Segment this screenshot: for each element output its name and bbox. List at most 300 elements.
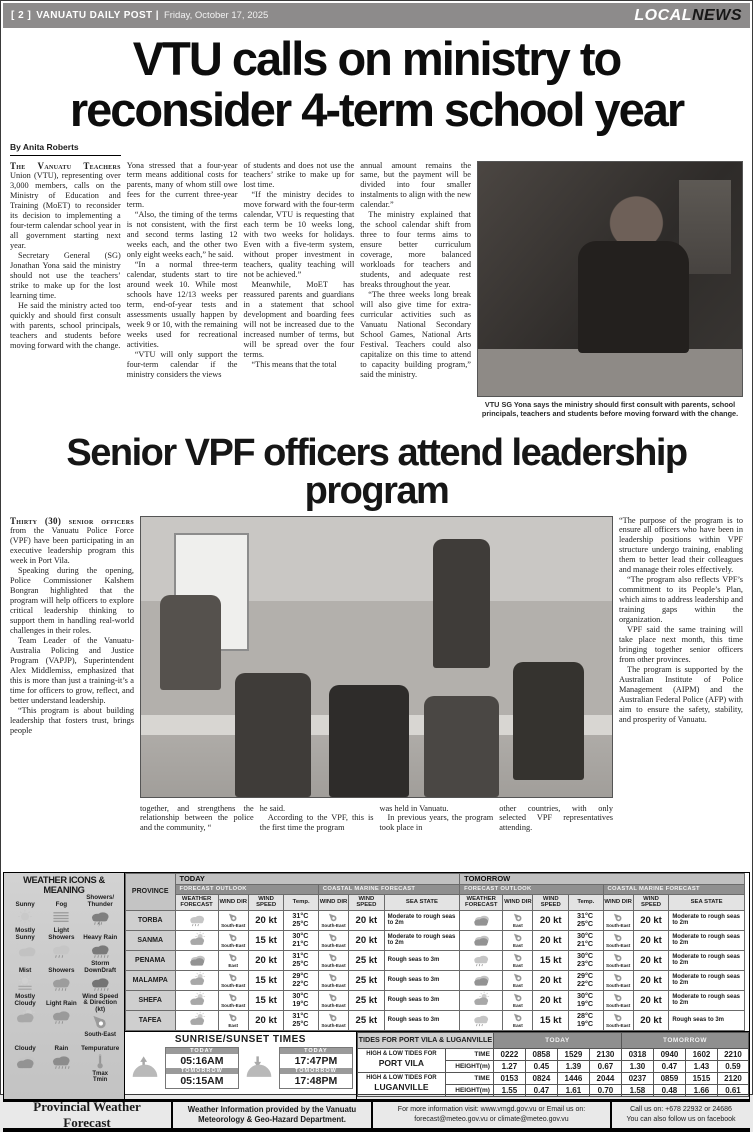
footer-info-line1: For more information visit: www.vmgd.gov.vu or Email us on: <box>397 1106 586 1114</box>
section-label <box>634 7 742 25</box>
sunset-times <box>279 1047 353 1089</box>
sunset-tomorrow-time: 17:48PM <box>294 1074 338 1087</box>
weather-legend-grid <box>8 895 120 1084</box>
wind-speed-cell: 15 kt <box>248 970 284 990</box>
marine-wind-dir-cell: South-East <box>603 950 633 970</box>
article2-left-column <box>10 516 134 868</box>
article-paragraph: According to the VPF, this is the first time the program <box>259 813 374 833</box>
province-row <box>125 990 744 1010</box>
photo-presenter-silhouette <box>160 595 221 690</box>
column-header: WIND SPEED <box>248 894 284 910</box>
marine-wind-speed-cell: 20 kt <box>633 910 669 930</box>
footer-provider: Weather Information provided by the Vanuatu Meteorology & Geo-Hazard Department. <box>171 1102 371 1128</box>
cloudy-icon <box>470 973 492 988</box>
legend-label: Heavy Rain <box>83 933 118 941</box>
tide-time-value: 2210 <box>717 1048 748 1060</box>
weather-forecast-cell <box>460 910 503 930</box>
article-paragraph: “The purpose of the program is to ensure all officers who have been in leadership positions within VPF structure undergo training, enabling them to better lead their colleagues and manage their roles effectively. <box>619 515 743 575</box>
column-header: WIND SPEED <box>633 894 669 910</box>
legend-label: Showers <box>48 966 75 974</box>
tide-height-value: 0.45 <box>525 1060 557 1072</box>
weather-forecast-cell <box>460 950 503 970</box>
temperature-cell: 31°C 25°C <box>284 910 319 930</box>
wind-speed-cell: 20 kt <box>533 970 569 990</box>
tides-today-header: TODAY <box>493 1032 621 1048</box>
temperature-cell: 30°C 23°C <box>569 950 604 970</box>
thermometer-icon <box>87 1053 113 1071</box>
cloudy-icon <box>470 913 492 928</box>
article-paragraph: was held in Vanuatu. <box>379 803 449 813</box>
marine-wind-dir-cell: South-East <box>603 910 633 930</box>
tide-height-value: 0.47 <box>653 1060 685 1072</box>
sunset-today-label: TODAY <box>280 1048 352 1054</box>
temperature-cell: 30°C 21°C <box>569 930 604 950</box>
masthead-bar <box>3 3 750 28</box>
legend-item <box>44 961 78 993</box>
group-header: COASTAL MARINE FORECAST <box>318 884 459 894</box>
article2-strip-column-4 <box>499 804 613 868</box>
article-paragraph: “VTU will only support the four-term calendar if the ministry considers the views <box>126 349 238 379</box>
mist-icon <box>12 975 38 993</box>
light-rain-icon <box>48 1008 74 1026</box>
weather-forecast-cell <box>175 1010 218 1030</box>
sea-state-cell: Rough seas to 3m <box>384 970 460 990</box>
wind-dir-cell: East <box>218 1010 248 1030</box>
section-local: LOCAL <box>634 6 692 24</box>
article-paragraph: “The three weeks long break will also give time for extra-curricular activities such as Vanuatu National Secondary School Games, National Arts Festival. Teachers could also capitalize on this time to attend to capacity building program,” said the ministry. <box>360 289 471 379</box>
legend-label: Wind Speed & Direction (kt) <box>82 992 119 1014</box>
weather-section <box>3 872 750 1100</box>
sea-state-cell: Moderate to rough seas to 2m <box>669 950 745 970</box>
sea-state-cell: Moderate to rough seas to 2m <box>669 930 745 950</box>
article-paragraph: annual amount remains the same, but the payment will be divided into four smaller instalments to align with the new calendar.” <box>360 160 471 210</box>
temperature-cell: 30°C 19°C <box>284 990 319 1010</box>
article1-column-1 <box>10 161 121 430</box>
wind-speed-cell: 15 kt <box>533 950 569 970</box>
tide-time-value: 0237 <box>621 1072 653 1084</box>
legend-item <box>81 1039 120 1083</box>
article-paragraph: Team Leader of the Vanuatu-Australia Policing and Justice Program (VAPJP), Superintendent Alex Middlemiss, emphasized that this is more than just a training-it’s a time for officers to grow, reflect, and better understand leadership. <box>10 635 134 705</box>
province-header: PROVINCE <box>125 873 175 910</box>
article1-body <box>1 158 752 430</box>
province-cell: PENAMA <box>125 950 175 970</box>
section-news: NEWS <box>692 6 742 24</box>
tide-station-label: HIGH & LOW TIDES FOR LUGANVILLE <box>357 1072 445 1096</box>
tide-time-value: 0153 <box>493 1072 525 1084</box>
marine-wind-dir-cell: South-East <box>318 950 348 970</box>
marine-wind-speed-cell: 20 kt <box>349 930 385 950</box>
legend-item <box>44 928 78 960</box>
column-header: WEATHER FORECAST <box>460 894 503 910</box>
sunny-icon <box>12 909 38 927</box>
weather-footer-bar <box>3 1100 750 1132</box>
marine-wind-dir-cell: South-East <box>603 1010 633 1030</box>
temperature-cell: 30°C 19°C <box>569 990 604 1010</box>
wind-pointer-icon <box>611 912 625 924</box>
article1-photo <box>477 161 743 397</box>
tide-time-row <box>357 1048 748 1060</box>
showers-thunder-icon <box>87 909 113 927</box>
marine-wind-dir-cell: South-East <box>603 970 633 990</box>
wind-pointer-icon <box>326 1012 340 1024</box>
legend-item <box>44 994 78 1039</box>
legend-label: Showers/ Thunder <box>86 893 115 908</box>
province-cell: MALAMPA <box>125 970 175 990</box>
sunrise-today-label: TODAY <box>166 1048 238 1054</box>
temperature-cell: 28°C 19°C <box>569 1010 604 1030</box>
article-paragraph: other countries, with only selected VPF representatives attending. <box>499 803 613 833</box>
column-header: WIND SPEED <box>533 894 569 910</box>
wind-speed-cell: 20 kt <box>533 990 569 1010</box>
article2-headline: Senior VPF officers attend leadership program <box>66 431 687 512</box>
province-row <box>125 910 744 930</box>
mostly-sunny-icon <box>12 942 38 960</box>
tide-height-value: 1.58 <box>621 1084 653 1096</box>
article-paragraph: The program is supported by the Australian Institute of Police Management (AIPM) and the Australian Federal Police (AFP) with aim to ensure the safety, stability, and prosperity of Vanuatu. <box>619 664 743 724</box>
marine-wind-speed-cell: 20 kt <box>633 1010 669 1030</box>
sea-state-cell: Moderate to rough seas to 2m <box>669 990 745 1010</box>
wind-dir-cell: East <box>503 970 533 990</box>
province-cell: TORBA <box>125 910 175 930</box>
sea-state-cell: Rough seas to 3m <box>669 1010 745 1030</box>
marine-wind-dir-cell: South-East <box>318 1010 348 1030</box>
page-number: [ 2 ] <box>11 10 32 21</box>
article-paragraph: The ministry explained that the school calendar shift from three to four terms aims to ensure better curriculum coverage, more balanced workloads for teachers and students, and adequate rest breaks throughout the year. <box>360 210 471 289</box>
marine-wind-dir-cell: South-East <box>603 930 633 950</box>
cloudy-icon <box>186 953 208 968</box>
tide-height-value: 1.55 <box>493 1084 525 1096</box>
article1-figure <box>477 161 743 430</box>
legend-item <box>81 994 120 1039</box>
wind-dir-cell: South-East <box>218 910 248 930</box>
light-showers-icon <box>186 913 208 928</box>
column-header: WIND DIR <box>603 894 633 910</box>
wind-pointer-icon <box>87 1014 113 1032</box>
temperature-cell: 31°C 25°C <box>284 950 319 970</box>
mostly-cloudy-icon <box>186 933 208 948</box>
tide-time-label: TIME <box>445 1048 493 1060</box>
byline: By Anita Roberts <box>10 142 121 156</box>
group-header: COASTAL MARINE FORECAST <box>603 884 744 894</box>
wind-pointer-icon <box>226 972 240 984</box>
legend-label: Cloudy <box>14 1045 36 1053</box>
lead-smallcaps: The Vanuatu Teachers <box>10 160 121 171</box>
weather-right <box>125 873 749 1099</box>
marine-wind-speed-cell: 20 kt <box>633 990 669 1010</box>
wind-pointer-icon <box>511 972 525 984</box>
tide-height-value: 0.47 <box>525 1084 557 1096</box>
article-paragraph: VPF said the same training will take place next month, this time bringing together senior officers from other provinces. <box>619 624 743 664</box>
lead-smallcaps: Thirty (30) senior officers <box>10 515 134 526</box>
tide-time-value: 2044 <box>589 1072 621 1084</box>
marine-wind-speed-cell: 25 kt <box>349 990 385 1010</box>
column-header: Temp. <box>569 894 604 910</box>
weather-forecast-cell <box>175 930 218 950</box>
legend-label: Light Showers <box>48 926 75 941</box>
temperature-cell: 31°C 25°C <box>569 910 604 930</box>
tide-time-value: 1602 <box>685 1048 717 1060</box>
tides-table <box>357 1032 749 1099</box>
wind-pointer-icon <box>226 952 240 964</box>
article2-center <box>140 516 613 868</box>
tide-time-value: 0318 <box>621 1048 653 1060</box>
photo-attendee-silhouette <box>424 696 499 797</box>
tide-height-value: 0.61 <box>717 1084 748 1096</box>
weather-legend <box>4 873 125 1099</box>
sunrise-sunset-title: SUNRISE/SUNSET TIMES <box>174 1033 306 1045</box>
legend-item <box>8 961 42 993</box>
province-cell: TAFEA <box>125 1010 175 1030</box>
temperature-cell: 31°C 25°C <box>284 1010 319 1030</box>
photo-attendee-silhouette <box>235 673 310 796</box>
tide-time-value: 1446 <box>557 1072 589 1084</box>
group-header: FORECAST OUTLOOK <box>460 884 603 894</box>
article-paragraph: “This program is about building leadership that fosters trust, brings people <box>10 705 134 735</box>
article-paragraph: “Also, the timing of the terms is not consistent, with the first and second terms lasting 12 weeks each, and the other two only eight weeks each,” he said. <box>126 210 238 260</box>
wind-pointer-icon <box>611 932 625 944</box>
column-header: WIND DIR <box>218 894 248 910</box>
column-header: SEA STATE <box>384 894 460 910</box>
footer-title: Provincial Weather Forecast <box>33 1098 141 1130</box>
group-header: FORECAST OUTLOOK <box>175 884 318 894</box>
wind-pointer-icon <box>226 1012 240 1024</box>
article-paragraph: Meanwhile, MoET has reassured parents and guardians in a statement that school development and boarding fees will not be increased due to the increased number of terms, but will be spread over the four terms. <box>243 279 355 359</box>
article1-column-2 <box>127 161 238 430</box>
sea-state-cell: Moderate to rough seas to 2m <box>669 910 745 930</box>
sea-state-cell: Rough seas to 3m <box>384 990 460 1010</box>
legend-label: Fog <box>55 900 68 908</box>
marine-wind-speed-cell: 20 kt <box>633 930 669 950</box>
wind-speed-cell: 15 kt <box>248 990 284 1010</box>
column-header: Temp. <box>284 894 319 910</box>
article-paragraph: he said. <box>259 803 286 813</box>
province-cell: SHEFA <box>125 990 175 1010</box>
wind-pointer-icon <box>326 972 340 984</box>
weather-forecast-cell <box>175 990 218 1010</box>
tide-height-value: 0.59 <box>717 1060 748 1072</box>
cloudy-icon <box>470 933 492 948</box>
wind-pointer-icon <box>226 932 240 944</box>
photo-person-silhouette <box>578 241 689 353</box>
rain-icon <box>48 1053 74 1071</box>
sea-state-cell: Moderate to rough seas to 2m <box>384 930 460 950</box>
legend-label: Light Rain <box>45 999 77 1007</box>
weather-forecast-cell <box>460 1010 503 1030</box>
wind-speed-cell: 20 kt <box>248 1010 284 1030</box>
fog-icon <box>48 909 74 927</box>
article-paragraph: He said the ministry acted too quickly and should first consult with parents, school principals, teachers and students before moving forward with the change. <box>10 300 121 350</box>
sunrise-today-time: 05:16AM <box>180 1054 224 1067</box>
wind-dir-cell: South-East <box>218 970 248 990</box>
sea-state-cell: Moderate to rough seas to 2m <box>669 970 745 990</box>
legend-label: Mist <box>18 966 32 974</box>
tide-time-value: 0222 <box>493 1048 525 1060</box>
wind-pointer-icon <box>511 992 525 1004</box>
legend-sublabel: South-East <box>84 1032 117 1039</box>
tide-height-value: 0.70 <box>589 1084 621 1096</box>
tide-time-value: 1515 <box>685 1072 717 1084</box>
legend-sublabel: Tmin <box>93 1077 108 1084</box>
wind-pointer-icon <box>326 912 340 924</box>
tide-time-value: 1529 <box>557 1048 589 1060</box>
article-paragraph: Thirty (30) senior officers from the Vanuatu Police Force (VPF) have been participating in an executive leadership program this week in Port Vila. <box>10 515 134 566</box>
mostly-cloudy-icon <box>470 993 492 1008</box>
wind-pointer-icon <box>226 912 240 924</box>
wind-dir-cell: East <box>503 990 533 1010</box>
mostly-cloudy-icon <box>186 1013 208 1028</box>
article-paragraph: “In a normal three-term calendar, students start to tire around week 10. While most schools have 12/13 weeks per term, end-of-year tests and assessments usually happen by week 9 or 10, with the remaining weeks used for recreational activities. <box>126 260 238 349</box>
column-header: WIND DIR <box>503 894 533 910</box>
article2-strip-column-2 <box>260 804 374 868</box>
marine-wind-dir-cell: South-East <box>318 970 348 990</box>
tide-station-label: HIGH & LOW TIDES FOR PORT VILA <box>357 1048 445 1072</box>
sea-state-cell: Rough seas to 3m <box>384 1010 460 1030</box>
marine-wind-dir-cell: South-East <box>318 990 348 1010</box>
marine-wind-speed-cell: 20 kt <box>633 950 669 970</box>
legend-item <box>44 895 78 927</box>
temperature-cell: 29°C 22°C <box>569 970 604 990</box>
sunrise-icon <box>128 1055 162 1081</box>
tide-height-value: 1.61 <box>557 1084 589 1096</box>
article-paragraph: Speaking during the opening, Police Commissioner Kalshem Bongran highlighted that the program will help officers to explore critical leadership thinking to support them in handling real-world challenges in their roles. <box>10 566 134 635</box>
masthead-date: Friday, October 17, 2025 <box>163 10 269 21</box>
province-row <box>125 950 744 970</box>
wind-speed-cell: 20 kt <box>533 930 569 950</box>
wind-pointer-icon <box>511 952 525 964</box>
article1-headline-line2: reconsider 4-term school year <box>69 82 684 136</box>
sunrise-sunset-box <box>125 1032 357 1099</box>
article1-headline <box>1 28 752 138</box>
weather-forecast-cell <box>460 930 503 950</box>
column-header: WIND DIR <box>318 894 348 910</box>
legend-label: Storm DownDraft <box>84 959 117 974</box>
legend-item <box>81 895 120 927</box>
legend-item <box>81 928 120 960</box>
sunset-today-time: 17:47PM <box>294 1054 338 1067</box>
light-showers-icon <box>470 1013 492 1028</box>
tide-time-value: 0859 <box>653 1072 685 1084</box>
marine-wind-dir-cell: South-East <box>318 930 348 950</box>
legend-item <box>8 928 42 960</box>
temperature-cell: 30°C 21°C <box>284 930 319 950</box>
footer-call-line2: You can also follow us on facebook <box>626 1115 736 1123</box>
column-header: WIND SPEED <box>349 894 385 910</box>
article-paragraph: “This means that the total <box>251 359 337 369</box>
wind-dir-cell: East <box>218 950 248 970</box>
province-row <box>125 1010 744 1030</box>
sea-state-cell: Moderate to rough seas to 2m <box>384 910 460 930</box>
tide-height-label: HEIGHT(m) <box>445 1084 493 1096</box>
sea-state-cell: Rough seas to 3m <box>384 950 460 970</box>
province-row <box>125 930 744 950</box>
wind-pointer-icon <box>611 972 625 984</box>
wind-pointer-icon <box>326 932 340 944</box>
tide-time-value: 0940 <box>653 1048 685 1060</box>
article-paragraph: of students and does not use the teachers’ strike to make up for lost time. <box>243 160 355 190</box>
article1-column-4 <box>360 161 471 430</box>
sunset-tomorrow-label: TOMORROW <box>280 1068 352 1074</box>
legend-label: Tempurature <box>81 1045 120 1053</box>
legend-item <box>8 895 42 927</box>
sunset-icon <box>242 1055 276 1081</box>
weather-forecast-cell <box>175 950 218 970</box>
wind-speed-cell: 20 kt <box>248 950 284 970</box>
marine-wind-dir-cell: South-East <box>318 910 348 930</box>
sunrise-times <box>165 1047 239 1089</box>
legend-label: Rain <box>54 1045 69 1053</box>
article2-photo <box>140 516 613 798</box>
showers-icon <box>48 975 74 993</box>
marine-wind-speed-cell: 25 kt <box>349 970 385 990</box>
article1-column-3 <box>244 161 355 430</box>
photo-attendee-silhouette <box>513 662 584 780</box>
article-paragraph: Yona stressed that a four-year term means additional costs for parents, many of whom still owe fees for the current three-year term. <box>126 160 238 210</box>
sunrise-tomorrow-label: TOMORROW <box>166 1068 238 1074</box>
article-paragraph: Secretary General (SG) Jonathan Yona said the ministry should not use the teachers’ strike to make up for the lost learning time. <box>10 251 121 300</box>
weather-legend-title: WEATHER ICONS & MEANING <box>23 874 105 895</box>
province-row <box>125 970 744 990</box>
wind-dir-cell: East <box>503 910 533 930</box>
wind-dir-cell: East <box>503 1010 533 1030</box>
mostly-cloudy-icon <box>186 993 208 1008</box>
article2-right-column <box>619 516 743 868</box>
day-header: TOMORROW <box>460 873 745 884</box>
marine-wind-dir-cell: South-East <box>603 990 633 1010</box>
wind-pointer-icon <box>511 932 525 944</box>
tide-time-value: 2120 <box>717 1072 748 1084</box>
tide-height-value: 1.66 <box>685 1084 717 1096</box>
wind-dir-cell: South-East <box>218 930 248 950</box>
wind-pointer-icon <box>326 992 340 1004</box>
wind-pointer-icon <box>611 952 625 964</box>
storm-downdraft-icon <box>87 975 113 993</box>
article-paragraph: In previous years, the program took place in <box>379 813 494 833</box>
article-paragraph: together, and strengthens the relationship between the police and the community, “ <box>140 803 254 833</box>
light-showers-icon <box>470 953 492 968</box>
marine-wind-speed-cell: 25 kt <box>349 1010 385 1030</box>
mostly-cloudy-icon <box>186 973 208 988</box>
tide-time-value: 0824 <box>525 1072 557 1084</box>
sunrise-icon <box>128 1055 162 1081</box>
footer-info-line2: forecast@meteo.gov.vu or climate@meteo.gov.vu <box>414 1115 569 1123</box>
weather-forecast-cell <box>460 990 503 1010</box>
legend-item <box>8 994 42 1039</box>
light-showers-icon <box>48 942 74 960</box>
sunrise-tomorrow-time: 05:15AM <box>180 1074 224 1087</box>
article-paragraph: “If the ministry decides to move forward with the four-term calendar, VTU is requesting that each term be 10 weeks long, with two weeks for holidays. Even with a five-term system, without proper investment in teachers, quality teaching will not be achieved.” <box>243 190 355 279</box>
wind-dir-cell: South-East <box>218 990 248 1010</box>
article2-strip-column-1 <box>140 804 254 868</box>
legend-item <box>81 961 120 993</box>
legend-label: Mostly Sunny <box>15 926 36 941</box>
marine-wind-speed-cell: 20 kt <box>349 910 385 930</box>
wind-pointer-icon <box>511 912 525 924</box>
article1-headline-line1: VTU calls on ministry to <box>132 32 621 85</box>
marine-wind-speed-cell: 25 kt <box>349 950 385 970</box>
footer-contact-info <box>371 1102 610 1128</box>
tide-height-value: 1.30 <box>621 1060 653 1072</box>
weather-forecast-cell <box>175 910 218 930</box>
wind-dir-cell: East <box>503 930 533 950</box>
mostly-cloudy-icon <box>12 1008 38 1026</box>
photo-attendee-silhouette <box>329 685 409 797</box>
sunset-icon <box>242 1055 276 1081</box>
photo-officer-silhouette <box>433 539 490 668</box>
wind-speed-cell: 20 kt <box>533 910 569 930</box>
legend-item <box>44 1039 78 1083</box>
sunrise-sunset-row <box>128 1047 353 1089</box>
article-paragraph: The Vanuatu Teachers Union (VTU), representing over 3,000 members, calls on the Ministry of Education and Training (MoET) to reconsider its decision to implementing a four-term calendar school year in all government starting next year. <box>10 160 121 251</box>
